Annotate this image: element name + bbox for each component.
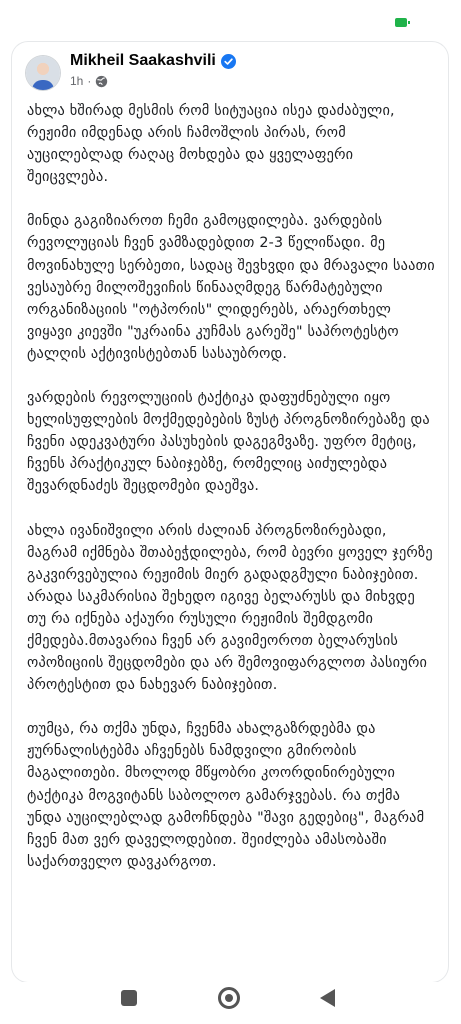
home-icon[interactable] xyxy=(218,987,240,1009)
post-header xyxy=(26,52,438,92)
globe-icon xyxy=(95,75,108,88)
avatar[interactable] xyxy=(26,56,60,90)
post-body xyxy=(27,100,437,895)
post-card xyxy=(12,42,448,982)
author-row xyxy=(70,52,236,70)
post-paragraph: ახლა ივანიშვილი არის ძალიან პროგნოზირებადი, მაგრამ იქმნება შთაბეჭდილება, რომ ბევრი ყოველ ჯერზე გაკვირვებულია რეჟიმის მიერ გადადგმული ნაბიჯებით. არადა საკმარისია შეხედო იგივე ბელარუსს და მიხვდე თუ რა იქნება აქაური რუსული რეჟიმის შემდგომი ქმედება.მთავარია ჩვენ არ გავიმეოროთ ბელარუსის ოპოზიციის შეცდომები და არ შემოვიფარგლოთ პასიური პროტესტით და ნახევარ ნაბიჯებით. xyxy=(27,522,433,694)
system-nav-bar xyxy=(0,982,461,1024)
post-paragraph: ვარდების რევოლუციის ტაქტიკა დაფუძნებული იყო ხელისუფლების მოქმედებების ზუსტ პროგნოზირებაზე და ჩვენი ადეკვატური პასუხების დაგეგმვაზე. უფრო მეტიც, ჩვენს პრაქტიკულ ნაბიჯებზე, რომელიც აიძულებდა შევარდნაძეს შეცდომები დაეშვა. xyxy=(27,390,430,495)
post-time[interactable]: 1h xyxy=(70,74,84,88)
meta-separator: · xyxy=(87,74,92,88)
verified-badge-icon xyxy=(221,54,236,69)
post-paragraph: თუმცა, რა თქმა უნდა, ჩვენმა ახალგაზრდებმა და ჟურნალისტებმა აჩვენებს ნამდვილი გმირობის მაგალითები. მხოლოდ მწყობრი კოორდინირებული ტაქტიკა მოგვიტანს საბოლოო გამარჯვებას. რა თქმა უნდა აუცილებლად გამოჩნდება "შავი გედებიც", მაგრამ ჩვენ მათ ვერ დაველოდებით. შეიძლება ამასობაში საქართველო დავკარგოთ. xyxy=(27,721,425,870)
post-paragraph: ახლა ხშირად მესმის რომ სიტუაცია ისეა დაძაბული, რეჟიმი იმდენად არის ჩამოშლის პირას, რომ აუცილებლად რაღაც მოხდება და ყველაფერი შეიცვლება. xyxy=(27,103,395,186)
status-bar xyxy=(0,0,461,40)
author-name[interactable]: Mikheil Saakashvili xyxy=(70,52,216,69)
recent-apps-icon[interactable] xyxy=(121,990,137,1006)
battery-icon xyxy=(395,18,407,27)
post-meta xyxy=(70,74,108,88)
post-paragraph: მინდა გაგიზიაროთ ჩემი გამოცდილება. ვარდების რევოლუციას ჩვენ ვამზადებდით 2-3 წელიწადი. მე მოვინახულე სერბეთი, სადაც შევხვდი და მრავალი საათი ვესაუბრე მილოშევიჩის წინააღმდეგ წარმატებული ორგანიზაციის "ოტპორის" ლიდერებს, არაერთხელ ვიყავი კიევში "უკრაინა კუჩმას გარეშე" საპროტესტო ტალღის აქტივისტებთან სასაუბროდ. xyxy=(27,213,435,362)
back-icon[interactable] xyxy=(320,989,335,1007)
